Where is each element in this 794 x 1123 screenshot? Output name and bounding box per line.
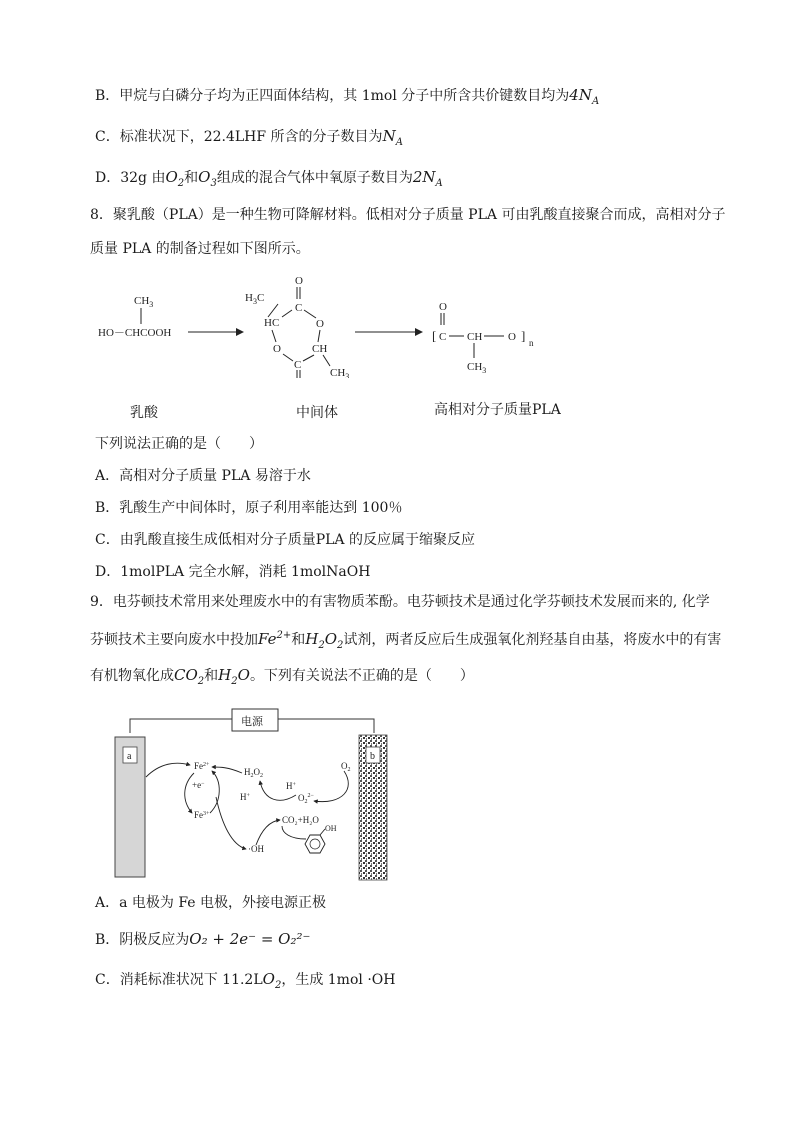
caption-polymer: 高相对分子质量PLA [434,402,561,418]
q8-prompt: 下列说法正确的是（ ） [95,436,263,452]
q7-option-d-o3: $O_3$ [198,168,217,189]
q8-reaction-scheme [90,268,570,378]
q9-option-b: B．阴极反应为O₂ + 2e⁻ = O₂²⁻ [95,930,311,948]
q9-stem-line2: 芬顿技术主要向废水中投加$Fe^{2+}$和$H_2O_2$试剂，两者反应后生成强氧化剂羟基自由基，将废水中的有害 [90,630,722,651]
q9-option-b-equation: O₂ + 2e⁻ = O₂²⁻ [189,930,311,948]
q9-option-a: A．a 电极为 Fe 电极，外接电源正极 [95,895,327,911]
species-o2-2minus: $O_2^{2-}$ [298,793,314,805]
q9-stem-line3: 有机物氧化成$CO_2$和$H_2O$。下列有关说法不正确的是（ ） [90,666,474,687]
arrow-fe-to-oh [216,797,246,849]
arrow-1-head [236,328,244,336]
q7-option-d-o2: $O_2$ [165,168,185,189]
poly-n: n [529,338,534,348]
power-source-label: 电源 [241,716,263,728]
species-h2o2: $H_2O_2$ [244,767,263,779]
electrode-a-label: a [127,751,132,762]
q7-option-c-text: C．标准状况下，22.4LHF 所含的分子数目为 [95,129,383,145]
q9-stem-line1: 9．电芬顿技术常用来处理废水中的有害物质苯酚。电芬顿技术是通过化学芬顿技术发展而来的, 化学 [90,594,710,610]
q9-option-c: C．消耗标准状况下 $11.2LO_2$，生成 1mol ·OH [95,970,396,991]
species-oh-radical: ·OH [248,844,264,854]
q9-electrolysis-diagram [110,705,400,885]
lactic-main: HO－CHCOOH [98,327,172,339]
poly-bracket-right: ] [521,328,526,343]
arrow-h2o2-to-fe [212,767,242,773]
q7-option-d-text2: 组成的混合气体中氧原子数目为 [216,170,413,186]
poly-o2: O [508,331,516,343]
q8-option-a: A．高相对分子质量 PLA 易溶于水 [95,468,311,484]
species-h-plus-left: H+ [240,792,250,802]
mid-ch3: $CH_3$ [330,367,350,378]
species-o2: $O_2$ [341,761,351,773]
poly-c: C [439,331,447,343]
mid-hc: HC [264,317,280,329]
mid-o-top: O [295,275,303,287]
species-e: +e− [192,780,205,790]
q7-option-c [95,127,403,152]
mid-ch: CH [312,343,328,355]
arrow-oh-to-co2 [256,820,280,845]
q8-option-b: B．乳酸生产中间体时，原子利用率能达到 100％ [95,500,403,516]
q7-option-b [95,86,599,111]
arrow-fe-cycle [185,773,194,813]
mid-c1: C [295,302,303,314]
species-h-plus-right: H+ [286,781,296,791]
species-fe3: $Fe^{3+}$ [194,810,210,820]
wire-left [130,719,232,733]
poly-bracket-left: [ [432,328,437,343]
q8-option-c: C．由乳酸直接生成低相对分子质量PLA 的反应属于缩聚反应 [95,532,475,548]
poly-ch3: $CH_3$ [467,361,487,375]
poly-o: O [439,301,447,313]
mid-h3c: $H_3C$ [245,292,265,306]
q7-option-d-math: $2N_A$ [412,168,443,189]
q8-option-d: D．1molPLA 完全水解，消耗 1molNaOH [95,564,371,580]
q8-stem-line2: 质量 PLA 的制备过程如下图所示。 [90,241,310,257]
caption-lactic: 乳酸 [130,405,158,421]
q7-option-d [95,168,443,193]
lactic-ch3: $CH_3$ [134,295,154,309]
mid-o-right: O [316,318,324,330]
q7-option-b-text: B．甲烷与白磷分子均为正四面体结构，其 1mol 分子中所含共价键数目均为 [95,88,570,104]
q7-option-d-text1: D．32g 由 [95,170,166,186]
q7-option-d-and: 和 [184,170,199,186]
mid-c2: C [294,359,302,371]
arrow-o2-to-o2minus [314,771,348,802]
q7-option-b-math: $4N_A$ [569,86,600,107]
arrow-electrode-a-to-fe [146,763,190,777]
q8-stem-line1: 8．聚乳酸（PLA）是一种生物可降解材料。低相对分子质量 PLA 可由乳酸直接聚合而成，高相对分子 [90,207,726,223]
arrow-2-head [415,328,423,336]
mid-o-left: O [273,343,281,355]
poly-ch: CH [467,331,483,343]
electrode-b-label: b [370,751,375,762]
phenol-icon [305,824,337,853]
arrow-phenol-to-co2 [282,826,306,839]
species-fe2: $Fe^{2+}$ [194,761,210,771]
species-co2-h2o: CO₂+H₂O [282,815,319,825]
q7-option-c-math: $N_A$ [382,127,403,148]
wire-right [278,719,374,733]
caption-intermediate: 中间体 [296,405,338,421]
phenol-oh: OH [325,824,337,833]
